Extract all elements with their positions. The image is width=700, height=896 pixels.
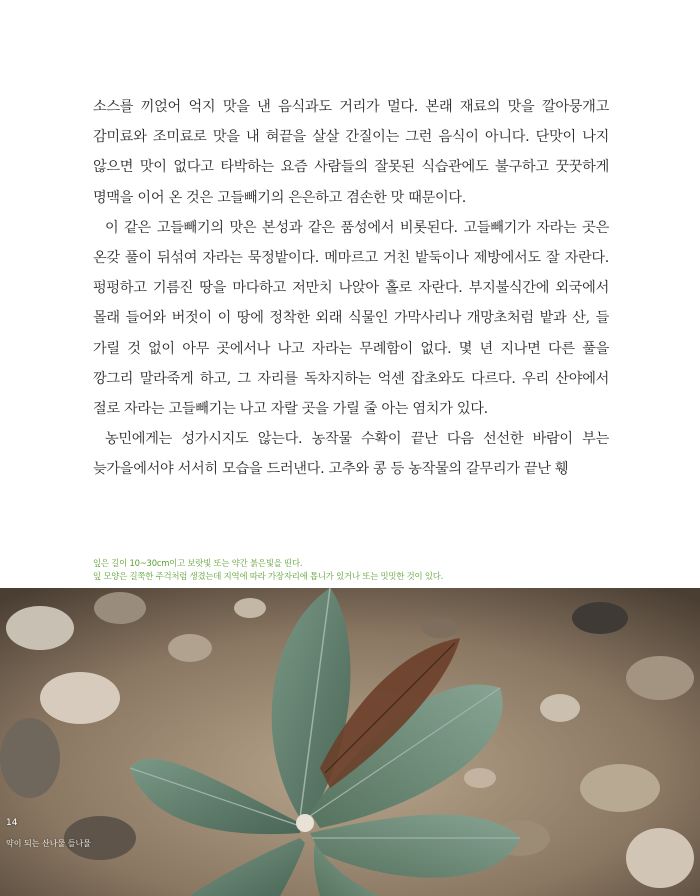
caption-line-2: 잎 모양은 길쭉한 주걱처럼 생겼는데 지역에 따라 가장자리에 톱니가 있거나 또는 밋밋한 것이 있다. [93, 571, 444, 581]
plant-photo-illustration [0, 588, 700, 896]
running-title: 약이 되는 산나물 들나물 [6, 839, 91, 848]
body-text [93, 92, 609, 485]
caption-line-1: 잎은 길이 10~30cm이고 보랏빛 또는 약간 붉은빛을 띤다. [93, 558, 303, 568]
plant-photo [0, 588, 700, 896]
paragraph-1: 소스를 끼얹어 억지 맛을 낸 음식과도 거리가 멀다. 본래 재료의 맛을 깔아뭉개고 감미료와 조미료로 맛을 내 혀끝을 살살 간질이는 그런 음식이 아니다. 단맛이 나지 않으면 맛이 없다고 타박하는 요즘 사람들의 잘못된 식습관에도 불구하고 꿋꿋하게 명맥을 이어 온 것은 고들빼기의 은은하고 겸손한 맛 때문이다. [93, 99, 609, 206]
photo-caption [93, 557, 673, 583]
page-number: 14 [6, 818, 18, 828]
paragraph-3: 농민에게는 성가시지도 않는다. 농작물 수확이 끝난 다음 선선한 바람이 부는 늦가을에서야 서서히 모습을 드러낸다. 고추와 콩 등 농작물의 갈무리가 끝난 휑 [93, 431, 609, 478]
plant-center [296, 814, 314, 832]
paragraph-2: 이 같은 고들빼기의 맛은 본성과 같은 품성에서 비롯된다. 고들빼기가 자라는 곳은 온갖 풀이 뒤섞여 자라는 묵정밭이다. 메마르고 거친 밭둑이나 제방에서도 잘 자란다. 펑펑하고 기름진 땅을 마다하고 저만치 나앉아 홀로 자란다. 부지불식간에 외국에서 몰래 들어와 버젓이 이 땅에 정착한 외래 식물인 가막사리나 개망초처럼 밭과 산, 들 가릴 것 없이 아무 곳에서나 나고 자라는 무례함이 없다. 몇 년 지나면 다른 풀을 깡그리 말라죽게 하고, 그 자리를 독차지하는 억센 잡초와도 다르다. 우리 산야에서 절로 자라는 고들빼기는 나고 자랄 곳을 가릴 줄 아는 염치가 있다. [93, 219, 609, 418]
